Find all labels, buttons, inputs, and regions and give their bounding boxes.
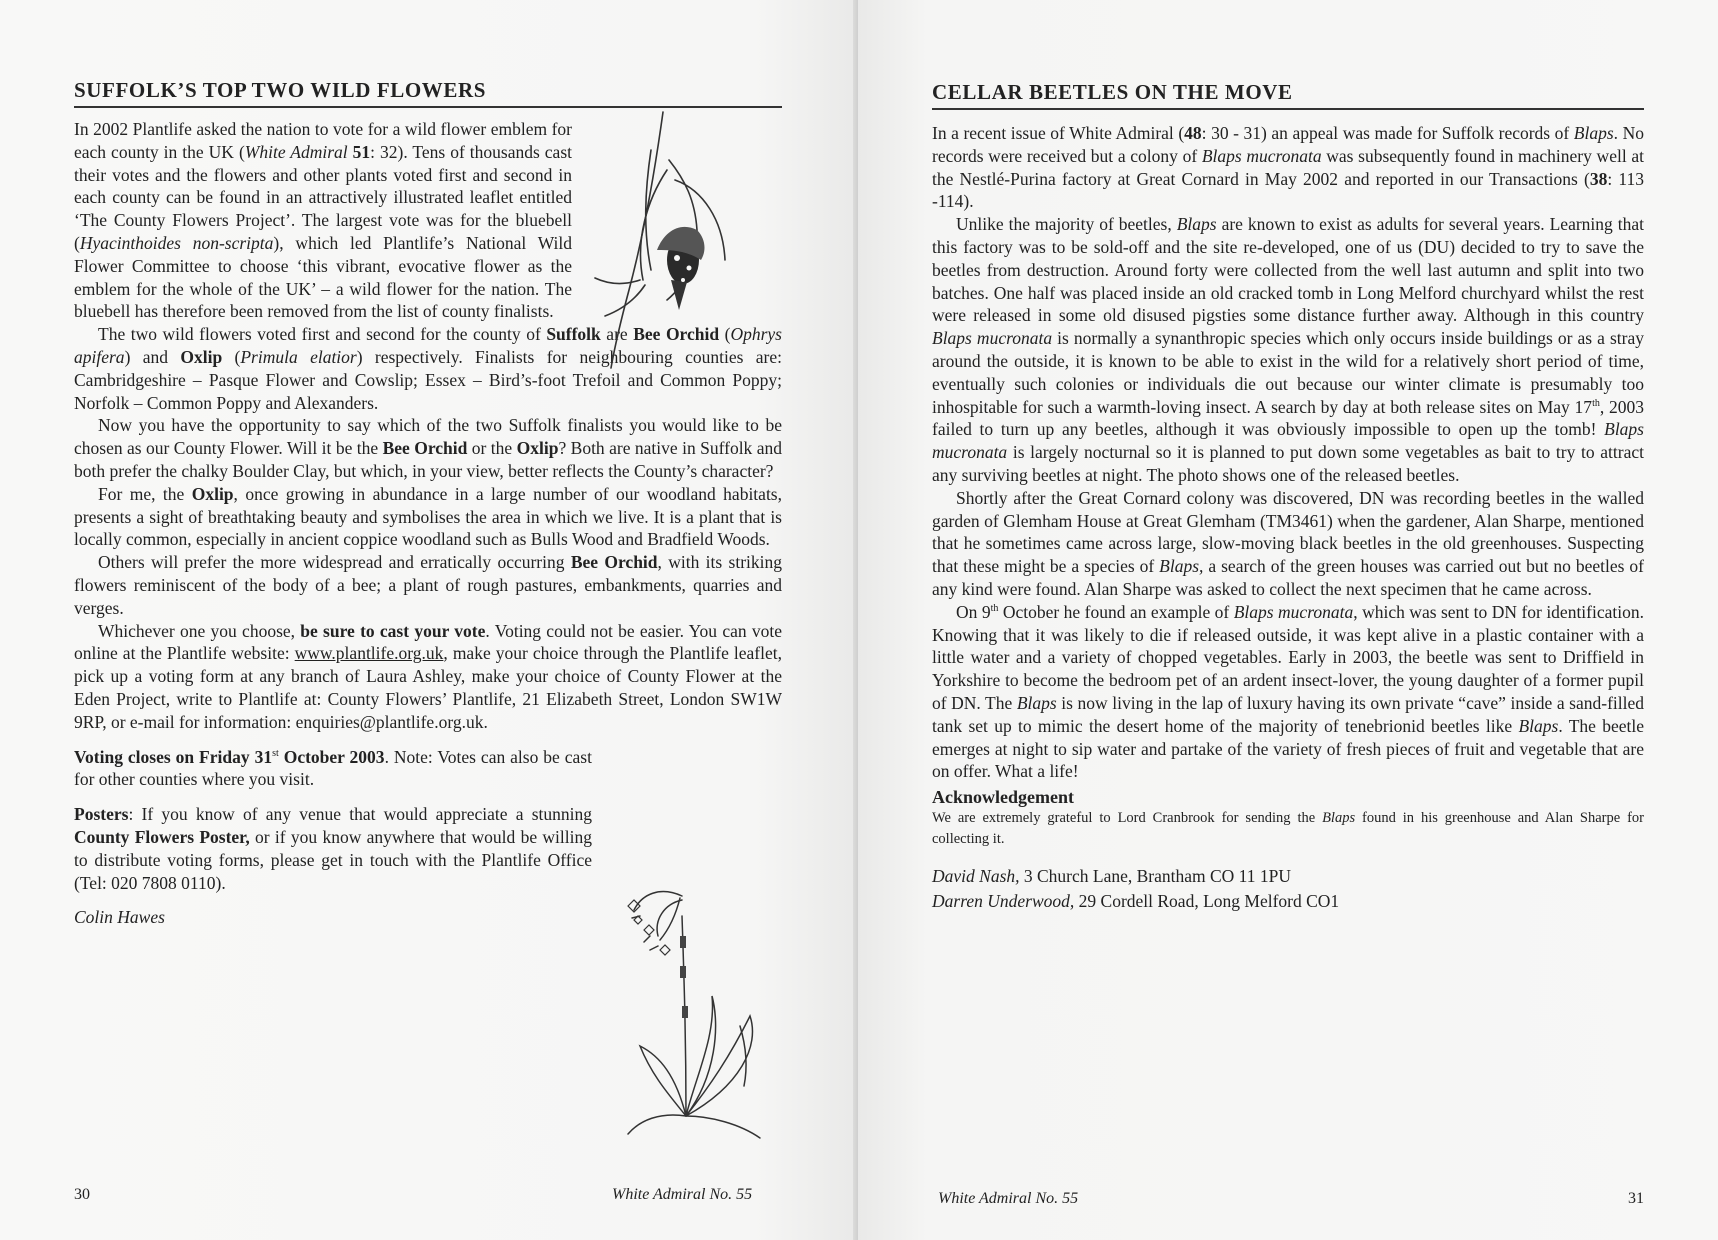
acknowledgement-heading: Acknowledgement: [932, 787, 1074, 808]
author-signature: David Nash, 3 Church Lane, Brantham CO 11 1PU: [932, 866, 1292, 887]
paragraph: In a recent issue of White Admiral (48: 30 - 31) an appeal was made for Suffolk records of Blaps. No records were received but a colony of Blaps mucronata was subsequently found in machinery well at the Nestlé-Purina factory at Great Cornard in May 2002 and reported in our Transactions (38: 113 -114).: [932, 123, 1644, 212]
plantlife-link[interactable]: www.plantlife.org.uk: [294, 643, 444, 664]
acknowledgement-text: We are extremely grateful to Lord Cranbrook for sending the Blaps found in his greenhouse and Alan Sharpe for collecting it.: [932, 810, 1644, 848]
author-signatures: [932, 864, 1644, 914]
paragraph: Shortly after the Great Cornard colony was discovered, DN was recording beetles in the walled garden of Glemham House at Great Glemham (TM3461) when the gardener, Alan Sharpe, mentioned that he sometimes came across large, slow-moving black beetles in the old greenhouses. Suspecting that these might be a species of Blaps, a search of the green houses was carried out but no beetles of any kind were found. Alan Sharpe was asked to collect the next specimen that he came across.: [932, 487, 1645, 599]
page-right: [858, 0, 1718, 1240]
bee-orchid-illustration: [585, 110, 775, 370]
article-title-left: SUFFOLK’S TOP TWO WILD FLOWERS: [74, 78, 782, 108]
paragraph: In 2002 Plantlife asked the nation to vote for a wild flower emblem for each county in the UK (White Admiral 51: 32). Tens of thousands cast their votes and the flowers and other plants voted first and second in each county can be found in an attractively illustrated leaflet entitled ‘The County Flowers Project’. The largest vote was for the bluebell (Hyacinthoides non-scripta), which led Plantlife’s National Wild Flower Committee to choose ‘this vibrant, evocative flower as the emblem for the whole of the UK’ – a wild flower for the nation. The bluebell has therefore been removed from the list of county finalists.: [74, 119, 572, 322]
page-number-right: 31: [1628, 1190, 1644, 1207]
paragraph: Others will prefer the more widespread and erratically occurring Bee Orchid, with its striking flowers reminiscent of the body of a bee; a plant of rough pastures, embankments, quarries and verges.: [74, 552, 782, 618]
voting-deadline: Voting closes on Friday 31st October 2003. Note: Votes can also be cast for other counties where you visit.: [74, 746, 592, 790]
article-title-right: CELLAR BEETLES ON THE MOVE: [932, 80, 1644, 110]
paragraph: For me, the Oxlip, once growing in abundance in a large number of our woodland habitats, presents a sight of breathtaking beauty and symbolises the area in which we live. It is a plant that is locally common, especially in ancient coppice woodland such as Bulls Wood and Bradfield Woods.: [74, 483, 782, 550]
paragraph: The two wild flowers voted first and second for the county of Suffolk are Bee Orchid (Ophrys apifera) and Oxlip (Primula elatior) respectively. Finalists for neighbouring counties are: Cambridgeshire – Pasque Flower and Cowslip; Essex – Bird’s-foot Trefoil and Common Poppy; Norfolk – Common Poppy and Alexanders.: [74, 324, 782, 413]
oxlip-illustration: [620, 876, 788, 1146]
page-left: [0, 0, 858, 1240]
running-footer-right: White Admiral No. 55: [938, 1190, 1079, 1207]
paragraph: Whichever one you choose, be sure to cast your vote. Voting could not be easier. You can vote online at the Plantlife website: www.plantlife.org.uk, make your choice through the Plantlife leaflet, pick up a voting form at any branch of Laura Ashley, make your choice of County Flower at the Eden Project, write to Plantlife at: County Flowers’ Plantlife, 21 Elizabeth Street, London SW1W 9RP, or e-mail for information: enquiries@plantlife.org.uk.: [74, 620, 782, 732]
paragraph: On 9th October he found an example of Blaps mucronata, which was sent to DN for identification. Knowing that it was likely to die if released outside, it was kept alive in a plastic container with a little water and a variety of chopped vegetables. Early in 2003, the beetle was sent to Driffield in Yorkshire to become the bedroom pet of an ardent insect-lover, the young daughter of a former pupil of DN. The Blaps is now living in the lap of luxury having its own private “cave” inside a sand-filled tank set up to mimic the desert home of the majority of tenebrionid beetles like Blaps. The beetle emerges at night to sip water and partake of the variety of fresh pieces of fruit and vegetable that are on offer. What a life!: [932, 601, 1645, 782]
posters-paragraph: Posters: If you know of any venue that would appreciate a stunning County Flowers Poster, or if you know anywhere that would be willing to distribute voting forms, please get in touch with the Plantlife Office (Tel: 020 7808 0110).: [74, 804, 592, 893]
running-footer-left: White Admiral No. 55: [612, 1186, 753, 1203]
paragraph: Now you have the opportunity to say which of the two Suffolk finalists you would like to be chosen as our County Flower. Will it be the Bee Orchid or the Oxlip? Both are native in Suffolk and both prefer the chalky Boulder Clay, but which, in your view, better reflects the County’s character?: [74, 415, 782, 481]
author-signature: Darren Underwood, 29 Cordell Road, Long Melford CO1: [932, 891, 1340, 912]
paragraph: Unlike the majority of beetles, Blaps are known to exist as adults for several years. Learning that this factory was to be sold-off and the site re-developed, one of us (DU) decided to try to save the beetles from destruction. Around forty were collected from the well last autumn and split into two batches. One half was placed inside an old cracked tomb in Long Melford churchyard whilst the rest were released in some old disused pigsties some distance further away. Although in this country Blaps mucronata is normally a synanthropic species which only occurs inside buildings or as a stray around the outside, it is known to be able to exist in the wild for a relatively short period of time, eventually such colonies or individuals die out because our winter climate is presumably too inhospitable for such a warmth-loving insect. A search by day at both release sites on May 17th, 2003 failed to turn up any beetles, although it was obviously impossible to open up the tomb! Blaps mucronata is largely nocturnal so it is planned to put down some vegetables as bait to try to attract any surviving beetles at night. The photo shows one of the released beetles.: [932, 214, 1644, 485]
page-number-left: 30: [74, 1186, 90, 1203]
article-right: [932, 80, 1644, 914]
author: Colin Hawes: [74, 907, 165, 928]
